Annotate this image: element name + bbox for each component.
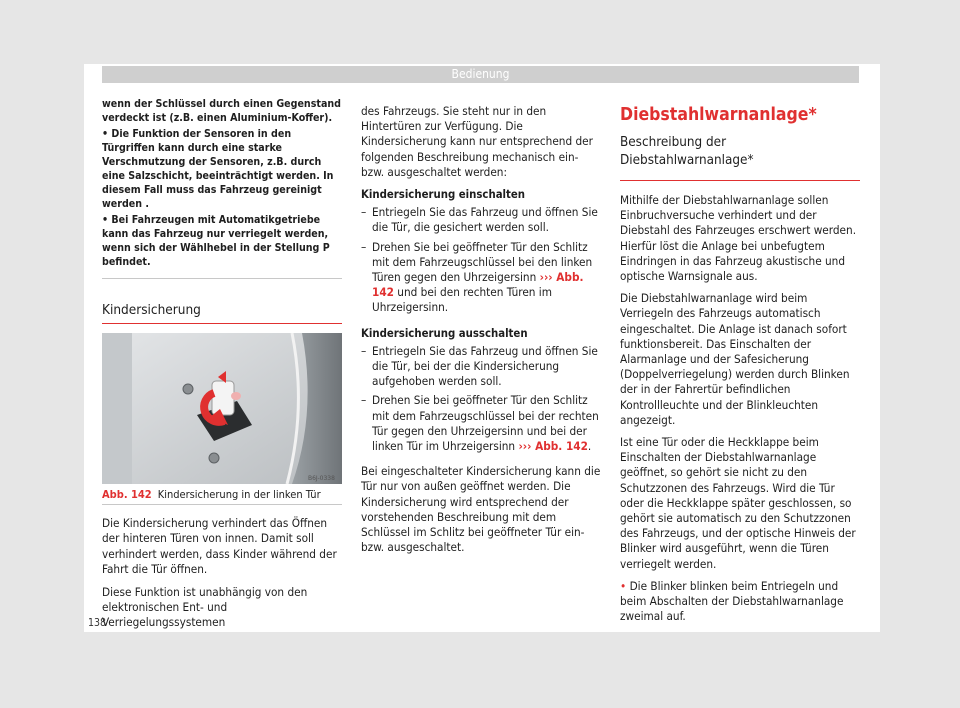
paragraph: Die Kindersicherung verhindert das Öffnen der hinteren Türen von innen. Damit soll verhindert werden, dass Kinder während der Fahrt die Tür öffnen. — [102, 516, 337, 577]
dash-icon: – — [361, 393, 367, 408]
bullet-icon: • — [620, 578, 627, 593]
note-line — [102, 213, 342, 269]
list-text: Drehen Sie bei geöffneter Tür den Schlitz mit dem Fahrzeugschlüssel bei den linken Türen gegen den Uhrzeigersinn — [372, 239, 593, 285]
bullet-icon: • — [102, 128, 109, 140]
paragraph-text: Die Blinker blinken beim Entriegeln und beim Abschalten der Diebstahlwarnanlage zweimal auf. — [620, 578, 844, 624]
note-text: Bei Fahrzeugen mit Automatikgetriebe kann das Fahrzeug nur verriegelt werden, wenn sich der Wählhebel in der Stellung P befindet. — [102, 214, 330, 268]
dash-icon: – — [361, 205, 367, 220]
section-divider — [102, 323, 342, 324]
list-text: und bei den rechten Türen im Uhrzeigersinn. — [372, 285, 552, 315]
note-line — [102, 127, 342, 211]
column-middle — [361, 104, 601, 562]
divider — [102, 278, 342, 279]
section-divider — [620, 180, 860, 181]
dash-icon: – — [361, 343, 367, 358]
figure-label: Abb. 142 — [102, 488, 152, 501]
figure-link[interactable]: ››› Abb. 142 — [518, 439, 588, 454]
paragraph: Die Diebstahlwarnanlage wird beim Verriegeln des Fahrzeugs automatisch eingeschaltet. Die Anlage ist danach sofort funktionsbereit. Das Einschalten der Alarmanlage und der Safesicherung (Doppelverriegelung) werden durch Blinken der in der Fahrertür befindlichen Kontrollleuchte und der Blinkleuchten angezeigt. — [620, 291, 850, 427]
list-item — [361, 240, 601, 316]
screw-icon — [183, 384, 193, 394]
subheading: Kindersicherung einschalten — [361, 188, 526, 202]
chapter-title: Diebstahlwarnanlage* — [620, 105, 817, 125]
divider — [102, 504, 342, 505]
column-right — [620, 104, 860, 631]
list-item — [361, 205, 601, 235]
note-box — [102, 97, 342, 267]
paragraph: Diese Funktion ist unabhängig von den elektronischen Ent- und Verriegelungssystemen — [102, 584, 308, 630]
list-item — [361, 393, 601, 454]
figure-link[interactable]: ››› Abb. 142 — [372, 270, 584, 300]
figure-code: B6J-0338 — [308, 475, 335, 482]
paragraph: Bei eingeschalteter Kindersicherung kann die Tür nur von außen geöffnet werden. Die Kindersicherung wird entsprechend der vorstehenden Beschreibung mit dem Schlüssel im Schlitz bei geöffneter Tür ein- bzw. ausgeschaltet. — [361, 464, 601, 555]
paragraph: Mithilfe der Diebstahlwarnanlage sollen Einbruchversuche verhindert und der Diebstahl des Fahrzeuges erschwert werden. Hierfür löst die Anlage bei unbefugtem Eindringen in das Fahrzeug akustische und optische Warnsignale aus. — [620, 193, 857, 284]
section-title: Kindersicherung — [102, 302, 201, 318]
section-body — [102, 516, 342, 638]
paragraph: Ist eine Tür oder die Heckklappe beim Einschalten der Diebstahlwarnanlage geöffnet, so gehört sie nicht zu den Schutzzonen des Fahrzeugs. Wird die Tür oder die Heckklappe später geschlossen, so gehört sie automatisch zu den Schutzzonen des Fahrzeugs, und der optische Hinweis der Blinker wird ausgeführt, wenn die Türen verriegelt werden. — [620, 435, 856, 571]
page-number: 138 — [88, 617, 107, 629]
paragraph — [620, 579, 860, 625]
child-lock-slot-icon — [212, 381, 234, 415]
list-text: . — [587, 439, 592, 454]
section-subtitle: Beschreibung der Diebstahlwarnanlage* — [620, 135, 754, 168]
bullet-icon: • — [102, 214, 109, 226]
dash-icon: – — [361, 239, 367, 254]
note-text: Die Funktion der Sensoren in den Türgriffen kann durch eine starke Verschmutzung der Sensoren, z.B. durch eine Salzschicht, beeinträchtigt werden. In diesem Fall muss das Fahrzeug gereinigt werden . — [102, 128, 334, 210]
screw-icon — [209, 453, 219, 463]
list-text: Entriegeln Sie das Fahrzeug und öffnen Sie die Tür, bei der die Kindersicherung aufgehoben werden soll. — [372, 343, 598, 389]
list-item — [361, 344, 601, 390]
page-header: Bedienung — [102, 66, 859, 83]
subheading: Kindersicherung ausschalten — [361, 326, 528, 340]
list-text: Entriegeln Sie das Fahrzeug und öffnen Sie die Tür, die gesichert werden soll. — [372, 205, 598, 235]
figure-caption — [102, 488, 342, 501]
note-line: wenn der Schlüssel durch einen Gegenstand verdeckt ist (z.B. einen Aluminium-Koffer). — [102, 98, 341, 124]
paragraph: des Fahrzeugs. Sie steht nur in den Hintertüren zur Verfügung. Die Kindersicherung kann nur entsprechend der folgenden Beschreibung mechanisch ein- bzw. ausgeschaltet werden: — [361, 104, 593, 179]
figure-child-lock — [102, 333, 342, 484]
caption-text: Kindersicherung in der linken Tür — [157, 488, 321, 501]
list-text: Drehen Sie bei geöffneter Tür den Schlitz mit dem Fahrzeugschlüssel bei der rechten Tür gegen den Uhrzeigersinn und bei der linken Tür im Uhrzeigersinn — [372, 393, 599, 454]
door-latch-illustration — [102, 333, 342, 484]
